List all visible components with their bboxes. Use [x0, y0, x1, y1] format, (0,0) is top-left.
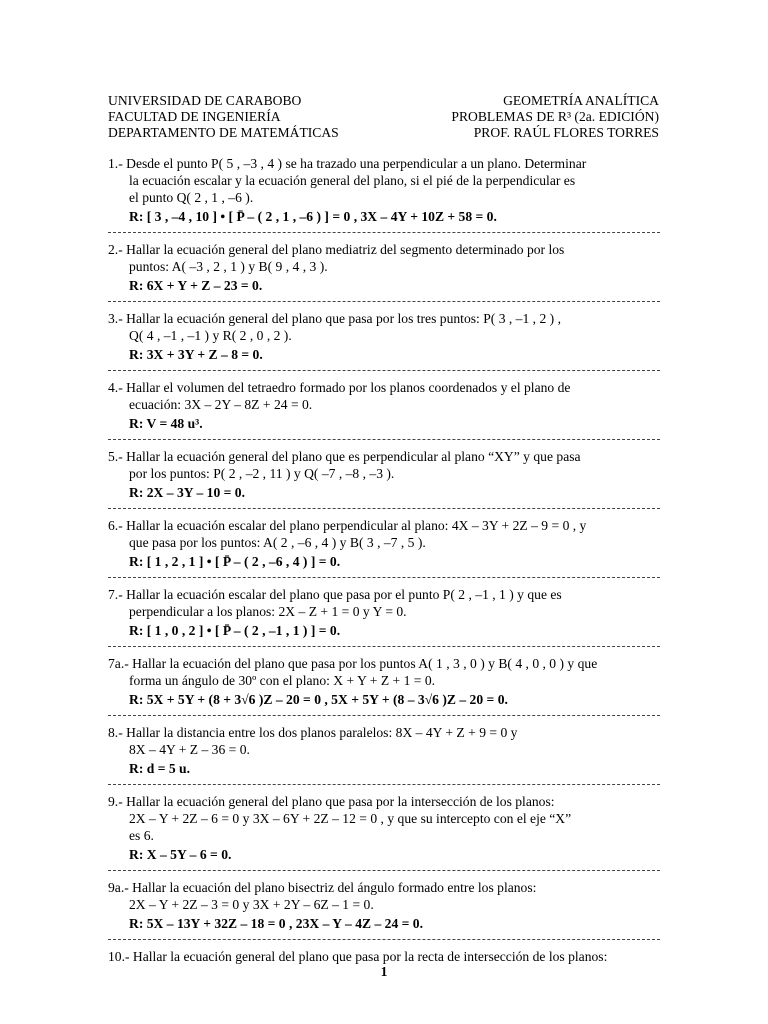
problem-line: puntos: A( –3 , 2 , 1 ) y B( 9 , 4 , 3 ). [129, 259, 328, 274]
problem-separator [108, 646, 660, 647]
problem-list [108, 155, 660, 965]
problem-answer: R: 2X – 3Y – 10 = 0. [129, 485, 245, 500]
department-name: DEPARTAMENTO DE MATEMÁTICAS [108, 125, 339, 140]
problem-statement [108, 379, 660, 413]
problem-line: 7a.- Hallar la ecuación del plano que pasa por los puntos A( 1 , 3 , 0 ) y B( 4 , 0 , 0 ) y que [108, 656, 598, 671]
professor-name: PROF. RAÚL FLORES TORRES [473, 125, 659, 140]
problem-line: 10.- Hallar la ecuación general del plano que pasa por la recta de intersección de los planos: [108, 949, 608, 964]
problem-line: 3.- Hallar la ecuación general del plano que pasa por los tres puntos: P( 3 , –1 , 2 ) , [108, 311, 561, 326]
problem-separator [108, 508, 660, 509]
problem-answer: R: [ 1 , 0 , 2 ] • [ P̄ – ( 2 , –1 , 1 ) ] = 0. [129, 623, 341, 638]
course-name: GEOMETRÍA ANALÍTICA [503, 93, 659, 108]
problem-item [108, 879, 660, 932]
problem-line: 8.- Hallar la distancia entre los dos planos paralelos: 8X – 4Y + Z + 9 = 0 y [108, 725, 518, 740]
problem-separator [108, 301, 660, 302]
problem-line: 9a.- Hallar la ecuación del plano bisectriz del ángulo formado entre los planos: [108, 880, 537, 895]
problem-line: que pasa por los puntos: A( 2 , –6 , 4 ) y B( 3 , –7 , 5 ). [129, 535, 426, 550]
problem-line: 2.- Hallar la ecuación general del plano mediatriz del segmento determinado por los [108, 242, 565, 257]
problem-item [108, 724, 660, 777]
problem-answer: R: 3X + 3Y + Z – 8 = 0. [129, 347, 263, 362]
problem-line: 2X – Y + 2Z – 6 = 0 y 3X – 6Y + 2Z – 12 = 0 , y que su intercepto con el eje “X” [129, 811, 572, 826]
problem-item [108, 586, 660, 639]
problem-line: ecuación: 3X – 2Y – 8Z + 24 = 0. [129, 397, 313, 412]
problem-item [108, 379, 660, 432]
problem-separator [108, 715, 660, 716]
problem-line: por los puntos: P( 2 , –2 , 11 ) y Q( –7 , –8 , –3 ). [129, 466, 395, 481]
problem-separator [108, 439, 660, 440]
problem-item [108, 310, 660, 363]
problem-answer: R: X – 5Y – 6 = 0. [129, 847, 232, 862]
problem-item [108, 241, 660, 294]
problem-statement [108, 793, 660, 844]
problem-statement [108, 517, 660, 551]
problem-separator [108, 939, 660, 940]
problem-line: es 6. [129, 828, 154, 843]
university-name: UNIVERSIDAD DE CARABOBO [108, 93, 302, 108]
problem-line: 2X – Y + 2Z – 3 = 0 y 3X + 2Y – 6Z – 1 = 0. [129, 897, 374, 912]
header-row [108, 93, 659, 109]
problem-line: forma un ángulo de 30º con el plano: X + Y + Z + 1 = 0. [129, 673, 436, 688]
header-row [108, 109, 659, 125]
problem-answer: R: [ 1 , 2 , 1 ] • [ P̄ – ( 2 , –6 , 4 ) ] = 0. [129, 554, 341, 569]
problem-answer: R: V = 48 u³. [129, 416, 203, 431]
problem-item [108, 655, 660, 708]
problem-answer: R: 5X + 5Y + (8 + 3√6 )Z – 20 = 0 , 5X + 5Y + (8 – 3√6 )Z – 20 = 0. [129, 692, 508, 707]
problem-item [108, 517, 660, 570]
problem-statement [108, 879, 660, 913]
problem-statement [108, 655, 660, 689]
header-row [108, 125, 659, 141]
problem-line: 6.- Hallar la ecuación escalar del plano perpendicular al plano: 4X – 3Y + 2Z – 9 = 0 , y [108, 518, 587, 533]
problem-set-title: PROBLEMAS DE R³ (2a. EDICIÓN) [451, 109, 659, 124]
problem-statement [108, 310, 660, 344]
problem-answer: R: d = 5 u. [129, 761, 190, 776]
page-header [108, 93, 659, 141]
problem-item [108, 448, 660, 501]
problem-line: Q( 4 , –1 , –1 ) y R( 2 , 0 , 2 ). [129, 328, 292, 343]
problem-line: 7.- Hallar la ecuación escalar del plano que pasa por el punto P( 2 , –1 , 1 ) y que es [108, 587, 562, 602]
problem-statement [108, 448, 660, 482]
problem-statement [108, 724, 660, 758]
problem-line: 1.- Desde el punto P( 5 , –3 , 4 ) se ha trazado una perpendicular a un plano. Determinar [108, 156, 587, 171]
problem-answer: R: [ 3 , –4 , 10 ] • [ P̄ – ( 2 , 1 , –6 ) ] = 0 , 3X – 4Y + 10Z + 58 = 0. [129, 209, 497, 224]
problem-separator [108, 784, 660, 785]
problem-line: 9.- Hallar la ecuación general del plano que pasa por la intersección de los planos: [108, 794, 555, 809]
problem-separator [108, 232, 660, 233]
problem-line: 5.- Hallar la ecuación general del plano que es perpendicular al plano “XY” y que pasa [108, 449, 581, 464]
problem-line: 4.- Hallar el volumen del tetraedro formado por los planos coordenados y el plano de [108, 380, 571, 395]
faculty-name: FACULTAD DE INGENIERÍA [108, 109, 281, 124]
problem-answer: R: 5X – 13Y + 32Z – 18 = 0 , 23X – Y – 4Z – 24 = 0. [129, 916, 423, 931]
problem-answer: R: 6X + Y + Z – 23 = 0. [129, 278, 263, 293]
problem-separator [108, 370, 660, 371]
problem-statement [108, 241, 660, 275]
problem-item [108, 155, 660, 225]
problem-line: la ecuación escalar y la ecuación general del plano, si el pié de la perpendicular es [129, 173, 576, 188]
problem-separator [108, 577, 660, 578]
problem-item [108, 793, 660, 863]
problem-statement [108, 155, 660, 206]
page-number: 1 [380, 964, 388, 979]
problem-line: el punto Q( 2 , 1 , –6 ). [129, 190, 254, 205]
problem-statement [108, 586, 660, 620]
problem-separator [108, 870, 660, 871]
problem-line: perpendicular a los planos: 2X – Z + 1 = 0 y Y = 0. [129, 604, 407, 619]
problem-line: 8X – 4Y + Z – 36 = 0. [129, 742, 250, 757]
